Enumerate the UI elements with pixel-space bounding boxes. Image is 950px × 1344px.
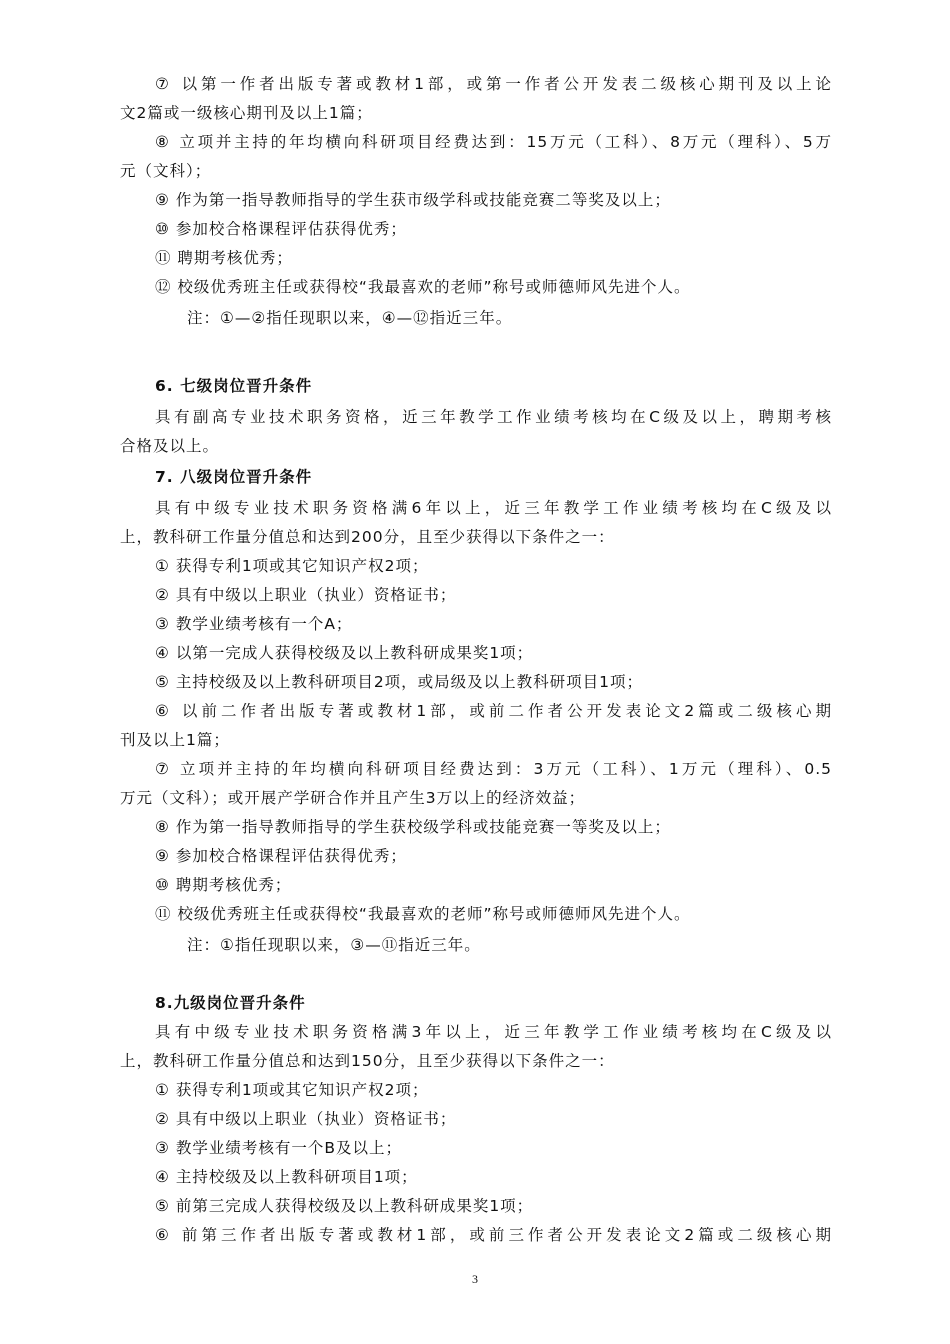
text-line: ⑩ 聘期考核优秀； [155, 876, 292, 894]
text-line: ③ 教学业绩考核有一个A； [155, 615, 353, 633]
text-line: 具有中级专业技术职务资格满6年以上，近三年教学工作业绩考核均在C级及以 [155, 499, 832, 517]
section-heading: 8.九级岗位晋升条件 [155, 994, 306, 1012]
text-line: ⑪ 聘期考核优秀； [155, 249, 293, 267]
text-line: 具有中级专业技术职务资格满3年以上，近三年教学工作业绩考核均在C级及以 [155, 1023, 832, 1041]
text-line: 上，教科研工作量分值总和达到150分，且至少获得以下条件之一： [120, 1052, 615, 1070]
text-line: 刊及以上1篇； [120, 731, 230, 749]
text-line: ⑥ 前第三作者出版专著或教材1部，或前三作者公开发表论文2篇或二级核心期 [155, 1226, 832, 1244]
text-line: 元（文科）； [120, 162, 212, 180]
section-heading: 6. 七级岗位晋升条件 [155, 377, 313, 395]
text-line: ② 具有中级以上职业（执业）资格证书； [155, 1110, 457, 1128]
text-line: ② 具有中级以上职业（执业）资格证书； [155, 586, 457, 604]
text-line: 文2篇或一级核心期刊及以上1篇； [120, 104, 373, 122]
text-line: ③ 教学业绩考核有一个B及以上； [155, 1139, 402, 1157]
text-line: ⑧ 作为第一指导教师指导的学生获校级学科或技能竞赛一等奖及以上； [155, 818, 671, 836]
text-line: 上，教科研工作量分值总和达到200分，且至少获得以下条件之一： [120, 528, 615, 546]
text-line: ⑩ 参加校合格课程评估获得优秀； [155, 220, 407, 238]
text-line: ⑨ 参加校合格课程评估获得优秀； [155, 847, 407, 865]
text-line: ⑦ 立项并主持的年均横向科研项目经费达到：3万元（工科）、1万元（理科）、0.5 [155, 760, 832, 778]
text-line: ⑫ 校级优秀班主任或获得校“我最喜欢的老师”称号或师德师风先进个人。 [155, 278, 691, 296]
text-line: ⑤ 前第三完成人获得校级及以上教科研成果奖1项； [155, 1197, 534, 1215]
text-line: ⑥ 以前二作者出版专著或教材1部，或前二作者公开发表论文2篇或二级核心期 [155, 702, 832, 720]
page-number: 3 [472, 1272, 478, 1286]
text-line: ⑨ 作为第一指导教师指导的学生获市级学科或技能竞赛二等奖及以上； [155, 191, 671, 209]
note-line: 注：①—②指任现职以来，④—⑫指近三年。 [187, 309, 513, 327]
text-line: ⑧ 立项并主持的年均横向科研项目经费达到：15万元（工科）、8万元（理科）、5万 [155, 133, 832, 151]
text-line: ④ 以第一完成人获得校级及以上教科研成果奖1项； [155, 644, 534, 662]
text-line: ⑦ 以第一作者出版专著或教材1部，或第一作者公开发表二级核心期刊及以上论 [155, 75, 832, 93]
text-line: 万元（文科）；或开展产学研合作并且产生3万以上的经济效益； [120, 789, 586, 807]
text-line: ⑪ 校级优秀班主任或获得校“我最喜欢的老师”称号或师德师风先进个人。 [155, 905, 691, 923]
text-line: ⑤ 主持校级及以上教科研项目2项，或局级及以上教科研项目1项； [155, 673, 644, 691]
text-line: ④ 主持校级及以上教科研项目1项； [155, 1168, 418, 1186]
note-line: 注：①指任现职以来，③—⑪指近三年。 [187, 936, 481, 954]
text-line: 具有副高专业技术职务资格，近三年教学工作业绩考核均在C级及以上，聘期考核 [155, 408, 832, 426]
text-line: 合格及以上。 [120, 437, 220, 455]
section-heading: 7. 八级岗位晋升条件 [155, 468, 313, 486]
text-line: ① 获得专利1项或其它知识产权2项； [155, 1081, 429, 1099]
text-line: ① 获得专利1项或其它知识产权2项； [155, 557, 429, 575]
